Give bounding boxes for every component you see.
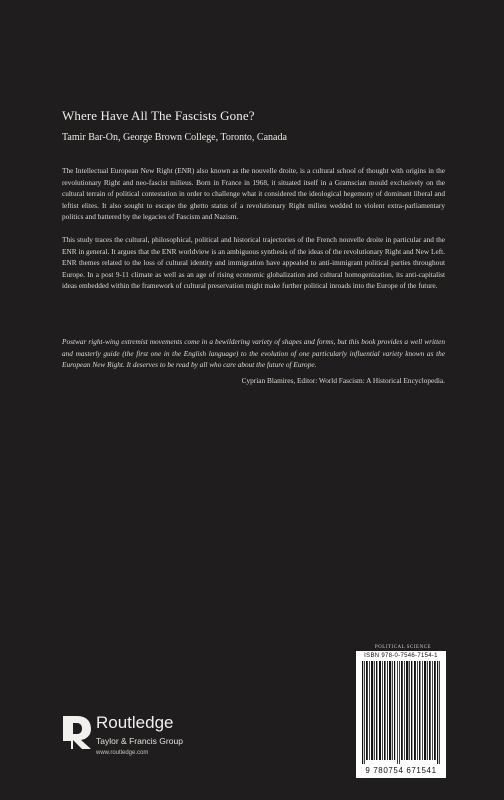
description-paragraph-1: The Intellectual European New Right (ENR) also known as the nouvelle droite, is a cultural school of thought with origins in the revolutionary Right and neo-fascist milieus. Born in France in 1968, it situated itself in a Gramscian mould exclusively on the cultural terrain of political contestation in order to challenge what it considered the ideological hegemony of dominant liberal and leftist elites. It also sought to escape the ghetto status of a revolutionary Right milieu wedded to violent extra-parliamentary politics and battered by the legacies of Fascism and Nazism. bbox=[62, 166, 445, 222]
isbn-barcode-label bbox=[356, 651, 446, 778]
author-affiliation: Tamir Bar-On, George Brown College, Toronto, Canada bbox=[62, 132, 287, 143]
barcode-number: 9 780754 671541 bbox=[365, 766, 437, 775]
barcode-icon bbox=[361, 661, 441, 764]
subject-category: POLITICAL SCIENCE bbox=[374, 645, 432, 650]
review-quote: Postwar right-wing extremist movements come in a bewildering variety of shapes and forms, but this book provides a well written and masterly guide (the first one in the English language) to the evolution of one particularly influential variety known as the European New Right. It deserves to be read by all who care about the future of Europe. bbox=[62, 337, 445, 370]
publisher-url: www.routledge.com bbox=[96, 750, 149, 756]
book-title: Where Have All The Fascists Gone? bbox=[62, 108, 255, 123]
description-paragraph-2: This study traces the cultural, philosophical, political and historical trajectories of the French nouvelle droite in particular and the ENR in general. It argues that the ENR worldview is an ambiguous synthesis of the ideas of the revolutionary Right and New Left. ENR themes related to the loss of cultural identity and immigration have appealed to anti-immigrant political parties throughout Europe. In a post 9-11 climate as well as an age of rising economic globalization and cultural homogenization, its anti-capitalist ideas embedded within the framework of cultural preservation might make further political inroads into the Europe of the future. bbox=[62, 235, 445, 291]
publisher-group: Taylor & Francis Group bbox=[96, 736, 183, 746]
routledge-logo-icon bbox=[60, 713, 94, 751]
isbn-text: ISBN 978-0-7546-7154-1 bbox=[364, 653, 438, 659]
publisher-name: Routledge bbox=[96, 713, 174, 732]
review-attribution: Cyprian Blamires, Editor: World Fascism: A Historical Encyclopedia. bbox=[241, 376, 445, 385]
